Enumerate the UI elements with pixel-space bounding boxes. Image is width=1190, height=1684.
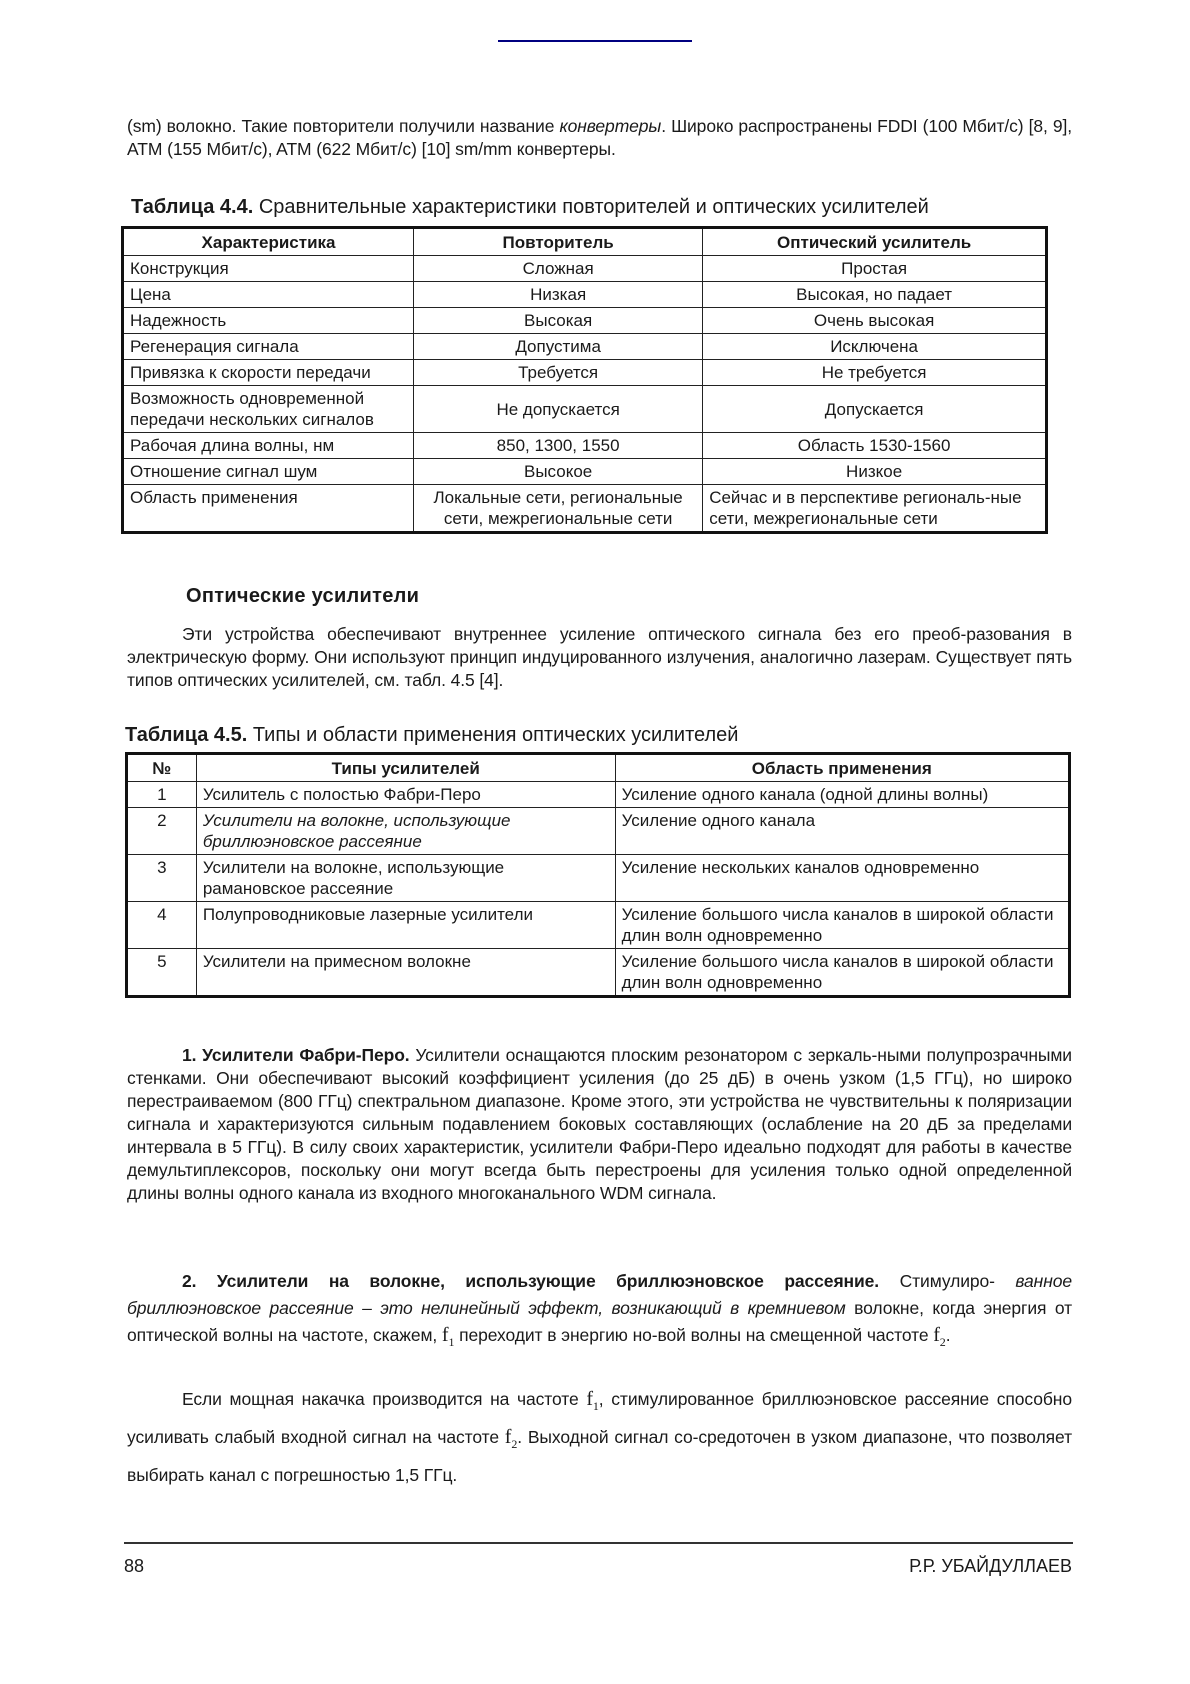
item2-paragraph: 2. Усилители на волокне, использующие бриллюэновское рассеяние. Стимулиро- ванное бриллюэновское рассеяние – это нелинейный эффект, возникающий в кремниевом волокне, когда энергия от оптической волны на частоте, скажем, $f_1$ переходит в энергию но-вой волны на смещенной частоте $f_2$. bbox=[127, 1271, 1072, 1349]
cell: Исключена bbox=[703, 334, 1047, 360]
item2-text: Стимулиро- bbox=[879, 1271, 995, 1291]
item1-text: Усилители оснащаются плоским резонатором с зеркаль-ными полупрозрачными стенками. Они обеспечивают высокий коэффициент усиления (до 25 дБ) в очень узком (1,5 ГГц), но широко перестраиваемом (800 ГГц) спектральном диапазоне. Кроме этого, эти устройства не чувствительны к поляризации сигнала и характеризуются сильным подавлением боковых составляющих (ослабление на 20 дБ за пределами интервала в 5 ГГц). В силу своих характеристик, усилители Фабри-Перо идеально подходят для работы в качестве демультиплексоров, поскольку они могут всегда быть перестроены для усиления только одной определенной длины волны одного канала из входного многоканального WDM сигнала. bbox=[127, 1045, 1072, 1203]
cell: Цена bbox=[123, 282, 414, 308]
table-row bbox=[127, 782, 1070, 808]
table-header-row bbox=[123, 228, 1047, 256]
table-header-row bbox=[127, 754, 1070, 782]
author-name: Р.Р. УБАЙДУЛЛАЕВ bbox=[909, 1556, 1072, 1576]
cell: Не требуется bbox=[703, 360, 1047, 386]
intro-term: конвертеры bbox=[559, 116, 662, 136]
cell: Высокая, но падает bbox=[703, 282, 1047, 308]
cell: Очень высокая bbox=[703, 308, 1047, 334]
table-row bbox=[123, 256, 1047, 282]
frequency-f2: $f_2$ bbox=[933, 1324, 946, 1349]
cell: Область 1530-1560 bbox=[703, 433, 1047, 459]
cell: Надежность bbox=[123, 308, 414, 334]
table-row bbox=[123, 485, 1047, 533]
header-characteristic: Характеристика bbox=[123, 228, 414, 256]
cell: Низкое bbox=[703, 459, 1047, 485]
cell: Усилители на волокне, использующие рамановское рассеяние bbox=[196, 855, 615, 902]
item2-title: 2. Усилители на волокне, использующие бриллюэновское рассеяние. bbox=[182, 1271, 880, 1291]
table-row bbox=[127, 949, 1070, 997]
cell: Высокое bbox=[414, 459, 703, 485]
table-row bbox=[123, 459, 1047, 485]
table44-caption-label: Таблица 4.4. bbox=[131, 196, 254, 218]
cell: Требуется bbox=[414, 360, 703, 386]
table-4-5 bbox=[125, 752, 1071, 998]
table-row bbox=[123, 308, 1047, 334]
cell: Усилители на примесном волокне bbox=[196, 949, 615, 997]
table-row bbox=[127, 855, 1070, 902]
header-application: Область применения bbox=[615, 754, 1069, 782]
item2-continuation bbox=[127, 1384, 1072, 1491]
cell: Не допускается bbox=[414, 386, 703, 433]
table-row bbox=[123, 360, 1047, 386]
item1-paragraph bbox=[127, 1044, 1072, 1205]
cell: Простая bbox=[703, 256, 1047, 282]
cell: 2 bbox=[127, 808, 197, 855]
item2-cont-text: Если мощная накачка производится на частоте bbox=[182, 1389, 587, 1409]
intro-paragraph bbox=[127, 115, 1072, 161]
cell: Усиление большого числа каналов в широкой области длин волн одновременно bbox=[615, 902, 1069, 949]
section-heading: Оптические усилители bbox=[186, 585, 420, 607]
cell: Отношение сигнал шум bbox=[123, 459, 414, 485]
table44-caption-text: Сравнительные характеристики повторителей и оптических усилителей bbox=[253, 196, 929, 218]
item1-title: 1. Усилители Фабри-Перо. bbox=[182, 1045, 410, 1065]
cell: Привязка к скорости передачи bbox=[123, 360, 414, 386]
cell: Допустима bbox=[414, 334, 703, 360]
frequency-f1: $f_1$ bbox=[441, 1324, 455, 1349]
header-rule bbox=[498, 40, 692, 42]
table-4-4 bbox=[121, 226, 1048, 534]
table44-caption bbox=[131, 195, 929, 219]
cell: Усиление одного канала (одной длины волны) bbox=[615, 782, 1069, 808]
table-row bbox=[127, 902, 1070, 949]
item2-cont-text: . Выходной сигнал со-средоточен в узком диапазоне, что позволяет выбирать канал с погрешностью 1,5 ГГц. bbox=[127, 1427, 1072, 1485]
header-repeater: Повторитель bbox=[414, 228, 703, 256]
cell: Усиление одного канала bbox=[615, 808, 1069, 855]
table-row bbox=[123, 282, 1047, 308]
intro-text: (sm) волокно. Такие повторители получили название bbox=[127, 116, 560, 136]
table-row bbox=[123, 334, 1047, 360]
cell: Допускается bbox=[703, 386, 1047, 433]
cell: Сложная bbox=[414, 256, 703, 282]
cell: Рабочая длина волны, нм bbox=[123, 433, 414, 459]
cell: 5 bbox=[127, 949, 197, 997]
table-row bbox=[123, 386, 1047, 433]
cell: Сейчас и в перспективе региональ-ные сети, межрегиональные сети bbox=[703, 485, 1047, 533]
cell: Усиление нескольких каналов одновременно bbox=[615, 855, 1069, 902]
header-amplifier-types: Типы усилителей bbox=[196, 754, 615, 782]
item2-text: волокне, когда энергия от оптической волны на частоте, скажем, bbox=[127, 1298, 1072, 1345]
cell: Конструкция bbox=[123, 256, 414, 282]
header-number: № bbox=[127, 754, 197, 782]
cell: Усилитель с полостью Фабри-Перо bbox=[196, 782, 615, 808]
cell: Полупроводниковые лазерные усилители bbox=[196, 902, 615, 949]
table45-caption-label: Таблица 4.5. bbox=[125, 724, 248, 746]
frequency-f1: $f_1$ bbox=[586, 1388, 599, 1413]
cell: 4 bbox=[127, 902, 197, 949]
intro-text-end: . Широко распространены FDDI (100 Мбит/с) [8, 9], ATM (155 Мбит/с), ATM (622 Мбит/с) [10] sm/mm конвертеры. bbox=[127, 116, 1072, 159]
header-optical-amplifier: Оптический усилитель bbox=[703, 228, 1047, 256]
item2-cont-text: , стимулированное бриллюэновское рассеяние способно усиливать слабый входной сигнал на частоте bbox=[127, 1389, 1072, 1447]
cell: Усилители на волокне, использующие бриллюэновское рассеяние bbox=[196, 808, 615, 855]
page-number: 88 bbox=[124, 1556, 145, 1576]
cell: Низкая bbox=[414, 282, 703, 308]
table45-caption-text: Типы и области применения оптических усилителей bbox=[247, 724, 739, 746]
item2-definition: ванное бриллюэновское рассеяние – это нелинейный эффект, возникающий в кремниевом bbox=[127, 1271, 1072, 1318]
footer-rule bbox=[124, 1542, 1073, 1544]
cell: Усиление большого числа каналов в широкой области длин волн одновременно bbox=[615, 949, 1069, 997]
table45-caption bbox=[125, 723, 738, 747]
cell: 850, 1300, 1550 bbox=[414, 433, 703, 459]
cell: Возможность одновременной передачи нескольких сигналов bbox=[123, 386, 414, 433]
table-row bbox=[123, 433, 1047, 459]
item2-text: переходит в энергию но-вой волны на смещенной частоте bbox=[454, 1325, 934, 1345]
frequency-f2: $f_2$ bbox=[504, 1426, 518, 1451]
section-paragraph: Эти устройства обеспечивают внутреннее усиление оптического сигнала без его преоб-разования в электрическую форму. Они используют принцип индуцированного излучения, аналогично лазерам. Существует пять типов оптических усилителей, см. табл. 4.5 [4]. bbox=[127, 624, 1072, 690]
cell: Локальные сети, региональные сети, межрегиональные сети bbox=[414, 485, 703, 533]
cell: 1 bbox=[127, 782, 197, 808]
cell: Высокая bbox=[414, 308, 703, 334]
table-row bbox=[127, 808, 1070, 855]
cell: Область применения bbox=[123, 485, 414, 533]
cell: Регенерация сигнала bbox=[123, 334, 414, 360]
cell: 3 bbox=[127, 855, 197, 902]
